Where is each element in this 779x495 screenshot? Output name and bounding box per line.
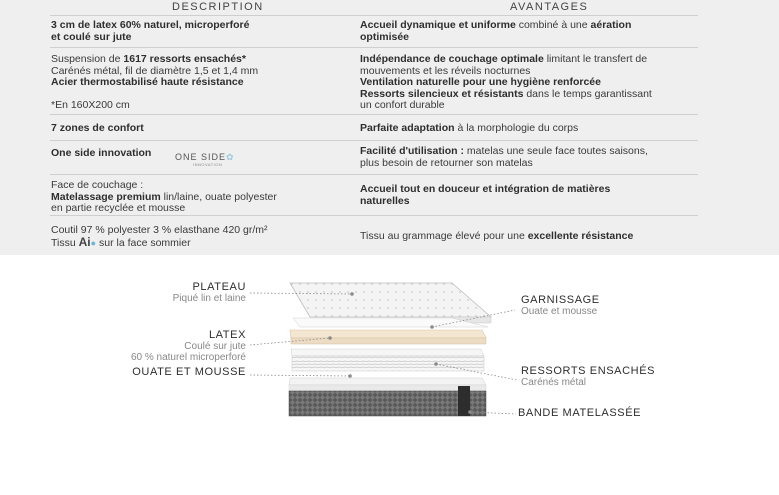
- sublabel-ressorts: Carénés métal: [521, 377, 587, 388]
- label-ressorts: RESSORTS ENSACHÉS: [521, 365, 656, 377]
- row-divider: [50, 47, 698, 48]
- row-divider: [50, 140, 698, 141]
- row-divider: [50, 114, 698, 115]
- label-bande: BANDE MATELASSÉE: [518, 407, 642, 419]
- row3-advantage: Parfaite adaptation à la morphologie du corps: [360, 122, 579, 134]
- row1-advantage: Accueil dynamique et uniforme combiné à une aération optimisée: [360, 19, 632, 43]
- row3-description: 7 zones de confort: [51, 122, 144, 134]
- row4-advantage: Facilité d'utilisation : matelas une seule face toutes saisons, plus besoin de retourner son matelas: [360, 145, 648, 169]
- mattress-label-tag: [458, 386, 470, 416]
- label-garnissage: GARNISSAGE: [521, 294, 600, 306]
- sublabel-latex-2: 60 % naturel microperforé: [130, 352, 246, 363]
- row1-description: 3 cm de latex 60% naturel, microperforé et coulé sur jute: [51, 19, 250, 43]
- sublabel-garnissage: Ouate et mousse: [521, 306, 598, 317]
- header-advantages: AVANTAGES: [510, 1, 589, 13]
- sublabel-plateau: Piqué lin et laine: [172, 293, 246, 304]
- row5-advantage: Accueil tout en douceur et intégration de matières naturelles: [360, 183, 611, 207]
- latex-layer: [290, 330, 486, 344]
- one-side-logo: ONE SIDE✿ INNOVATION: [175, 152, 235, 167]
- row-divider: [50, 15, 698, 16]
- label-latex: LATEX: [208, 329, 246, 341]
- ai-fabric-logo: Ai●: [78, 234, 97, 249]
- row2-advantage: Indépendance de couchage optimale limitant le transfert de mouvements et les réveils nocturnes Ventilation naturelle pour une hygiène renforcée Ressorts silencieux et résistants dans le temps garantissant un confort durable: [360, 53, 652, 111]
- base-layer: [289, 378, 486, 416]
- row4-description: One side innovation: [51, 147, 152, 159]
- row6-advantage: Tissu au grammage élevé pour une excellente résistance: [360, 230, 634, 242]
- row6-description: Coutil 97 % polyester 3 % elasthane 420 gr/m² Tissu Ai● sur la face sommier: [51, 224, 268, 249]
- row-divider: [50, 174, 698, 175]
- sublabel-latex-1: Coulé sur jute: [184, 341, 246, 352]
- plateau-layer: [290, 283, 491, 323]
- label-ouate-mousse: OUATE ET MOUSSE: [132, 366, 246, 378]
- row2-description: Suspension de 1617 ressorts ensachés* Carénés métal, fil de diamètre 1,5 et 1,4 mm Acier thermostabilisé haute résistance *En 160X200 cm: [51, 53, 259, 111]
- row-divider: [50, 215, 698, 216]
- row5-description: Face de couchage : Matelassage premium lin/laine, ouate polyester en partie recyclée et mousse: [51, 179, 277, 214]
- header-description: DESCRIPTION: [172, 1, 264, 13]
- ouate-layer: [291, 349, 484, 371]
- label-plateau: PLATEAU: [192, 281, 246, 293]
